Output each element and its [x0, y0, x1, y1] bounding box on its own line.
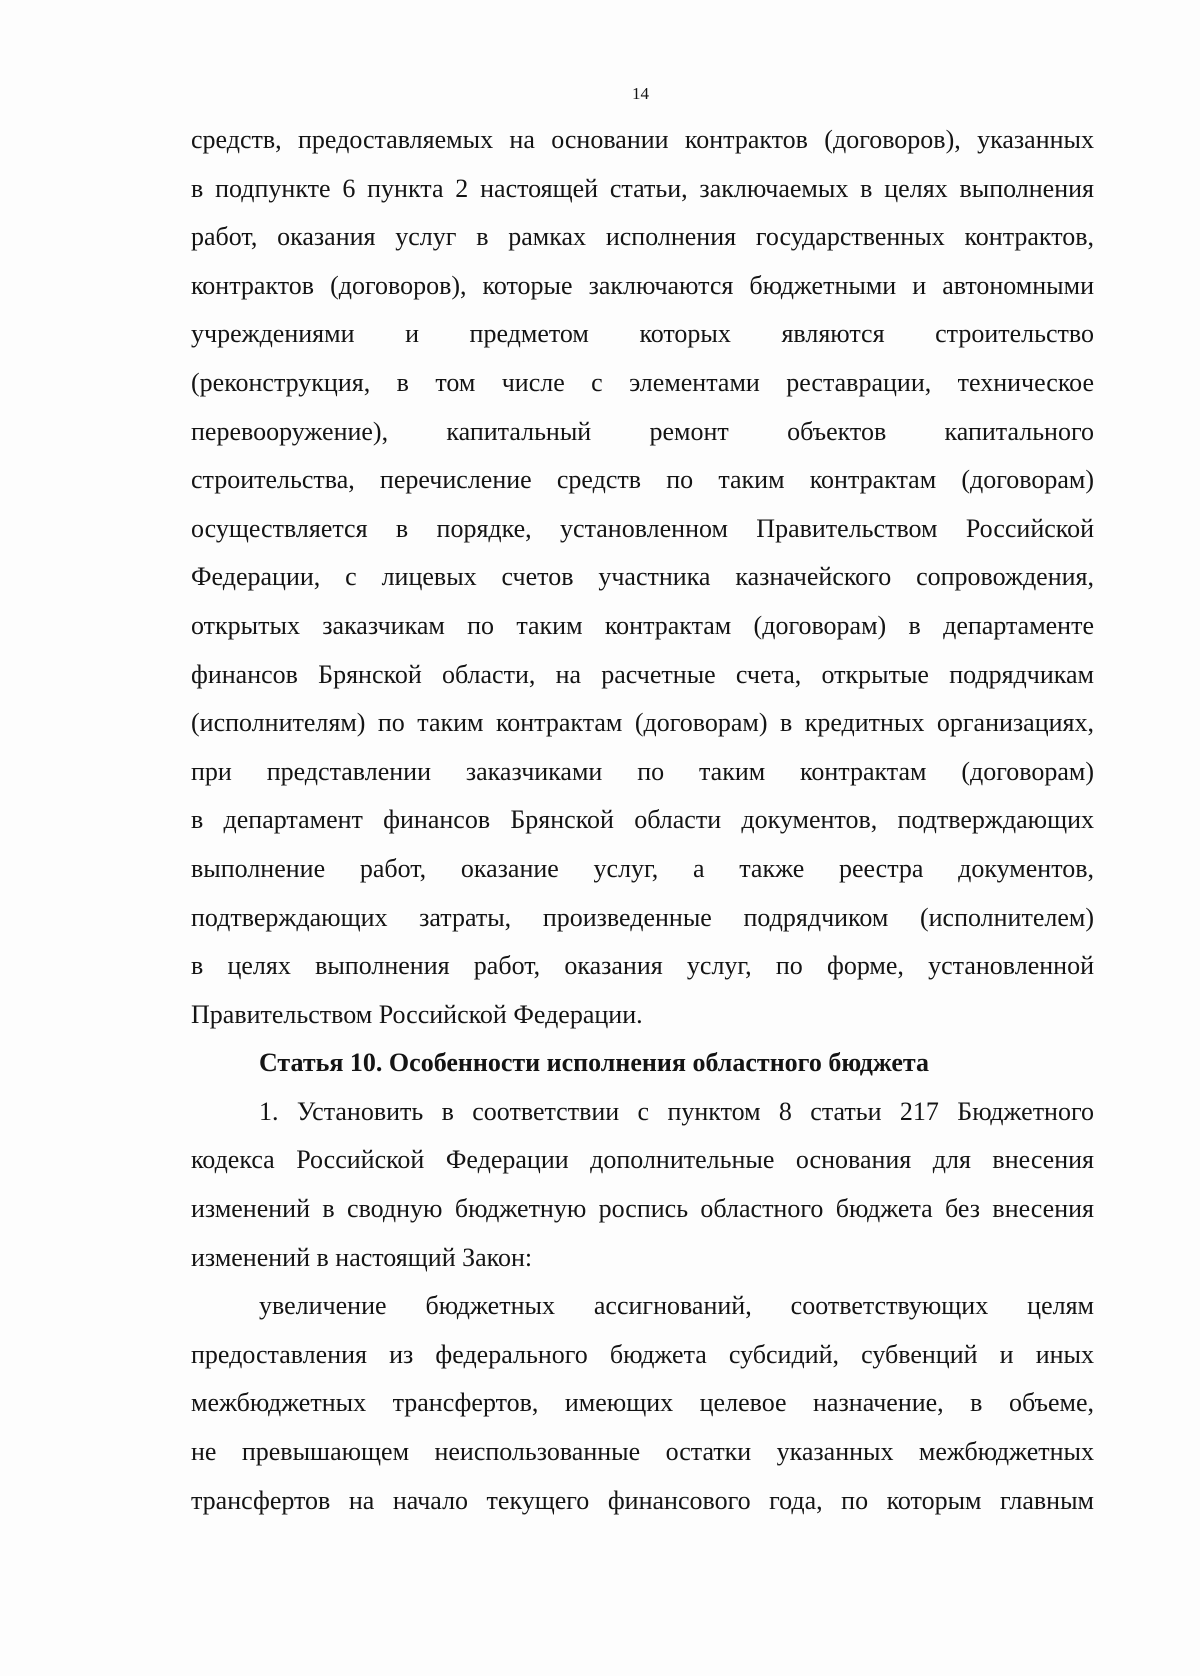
text-line: не превышающем неиспользованные остатки указанных межбюджетных: [191, 1437, 1094, 1467]
text-line: (реконструкция, в том числе с элементами реставрации, техническое: [191, 367, 1094, 397]
text-line: в целях выполнения работ, оказания услуг, по форме, установленной: [191, 951, 1094, 981]
text-line: выполнение работ, оказание услуг, а также реестра документов,: [191, 853, 1094, 883]
document-body: [191, 116, 1094, 1525]
article-heading: Статья 10. Особенности исполнения областного бюджета: [259, 1048, 930, 1078]
text-line: работ, оказания услуг в рамках исполнения государственных контрактов,: [191, 222, 1094, 252]
text-line: трансфертов на начало текущего финансового года, по которым главным: [191, 1485, 1094, 1515]
text-line: Правительством Российской Федерации.: [191, 999, 643, 1029]
text-line: увеличение бюджетных ассигнований, соответствующих целям: [259, 1291, 1094, 1321]
text-line: при представлении заказчиками по таким контрактам (договорам): [191, 756, 1094, 786]
page-number: 14: [632, 84, 649, 103]
text-line: средств, предоставляемых на основании контрактов (договоров), указанных: [191, 125, 1094, 154]
text-line: учреждениями и предметом которых являются строительство: [191, 319, 1094, 349]
text-line: Федерации, с лицевых счетов участника казначейского сопровождения,: [191, 562, 1094, 592]
text-line: межбюджетных трансфертов, имеющих целевое назначение, в объеме,: [191, 1388, 1094, 1418]
text-line: 1. Установить в соответствии с пунктом 8 статьи 217 Бюджетного: [259, 1096, 1094, 1126]
text-line: изменений в сводную бюджетную роспись областного бюджета без внесения: [191, 1194, 1094, 1224]
text-line: перевооружение), капитальный ремонт объектов капитального: [191, 416, 1094, 446]
text-line: изменений в настоящий Закон:: [191, 1242, 533, 1272]
text-line: (исполнителям) по таким контрактам (договорам) в кредитных организациях,: [191, 708, 1094, 738]
text-line: строительства, перечисление средств по таким контрактам (договорам): [191, 465, 1094, 495]
text-line: финансов Брянской области, на расчетные счета, открытые подрядчикам: [191, 659, 1094, 689]
text-line: осуществляется в порядке, установленном Правительством Российской: [191, 513, 1094, 543]
text-line: подтверждающих затраты, произведенные подрядчиком (исполнителем): [191, 902, 1094, 932]
text-line: в подпункте 6 пункта 2 настоящей статьи, заключаемых в целях выполнения: [191, 173, 1094, 203]
text-line: в департамент финансов Брянской области документов, подтверждающих: [191, 805, 1094, 835]
text-line: открытых заказчикам по таким контрактам (договорам) в департаменте: [191, 610, 1094, 640]
text-line: контрактов (договоров), которые заключаются бюджетными и автономными: [191, 270, 1094, 300]
text-line: кодекса Российской Федерации дополнительные основания для внесения: [191, 1145, 1094, 1175]
text-line: предоставления из федерального бюджета субсидий, субвенций и иных: [191, 1339, 1094, 1369]
